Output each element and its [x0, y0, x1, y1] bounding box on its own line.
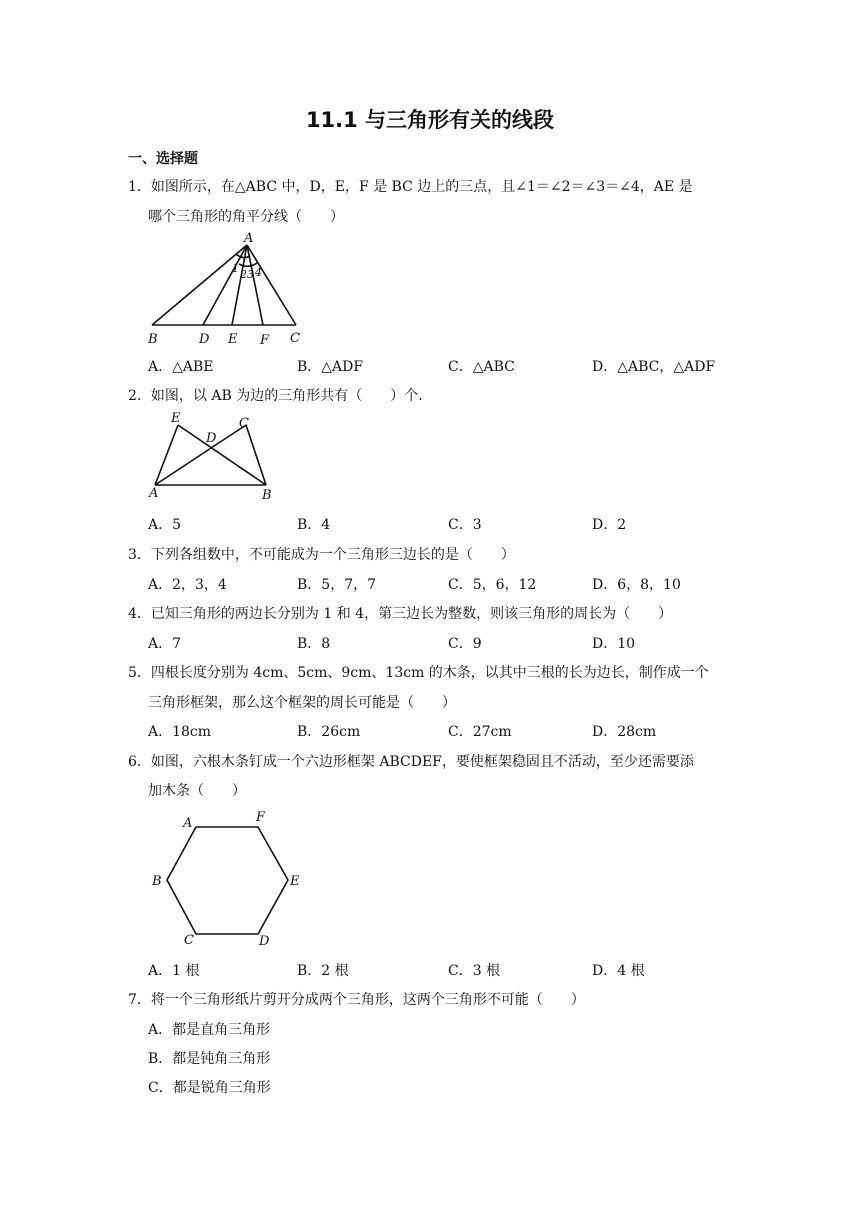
question-6-stem-cont: 加木条（ ）: [148, 783, 246, 799]
q1-option-d[interactable]: D．△ABC，△ADF: [592, 359, 716, 375]
q6-option-b[interactable]: B．2 根: [297, 963, 349, 979]
fig1-label-b: B: [148, 332, 158, 347]
fig1-angle-4: 4: [255, 266, 262, 279]
question-2-stem: 2．如图，以 AB 为边的三角形共有（ ）个.: [128, 388, 423, 404]
question-3-stem: 3．下列各组数中，不可能成为一个三角形三边长的是（ ）: [128, 547, 515, 563]
fig6-label-d: D: [259, 934, 270, 949]
q2-option-d[interactable]: D．2: [592, 517, 627, 533]
q1-option-b[interactable]: B．△ADF: [297, 359, 364, 375]
fig6-label-e: E: [290, 874, 300, 889]
q4-option-a[interactable]: A．7: [148, 636, 182, 652]
page-title: 11.1 与三角形有关的线段: [305, 108, 555, 132]
q5-option-a[interactable]: A．18cm: [148, 724, 212, 740]
fig1-angle-3: 3: [247, 268, 254, 281]
q7-option-a[interactable]: A．都是直角三角形: [148, 1022, 271, 1038]
q2-option-a[interactable]: A．5: [148, 517, 182, 533]
q5-option-c[interactable]: C．27cm: [448, 724, 512, 740]
question-5-stem-cont: 三角形框架，那么这个框架的周长可能是（ ）: [148, 695, 456, 711]
fig1-label-a: A: [244, 231, 254, 246]
fig1-angle-1: 1: [232, 262, 239, 275]
q2-option-c[interactable]: C．3: [448, 517, 482, 533]
q2-option-b[interactable]: B．4: [297, 517, 331, 533]
question-7-stem: 7．将一个三角形纸片剪开分成两个三角形，这两个三角形不可能（ ）: [128, 992, 585, 1008]
fig6-label-c: C: [184, 933, 194, 948]
fig6-label-f: F: [256, 810, 266, 825]
q7-option-b[interactable]: B．都是钝角三角形: [148, 1051, 271, 1067]
section-heading: 一、选择题: [128, 151, 198, 167]
q4-option-d[interactable]: D．10: [592, 636, 636, 652]
q3-option-b[interactable]: B．5，7，7: [297, 577, 377, 593]
fig2-label-c: C: [239, 416, 249, 431]
figure-q1-triangle: [140, 228, 320, 350]
question-1-stem-cont: 哪个三角形的角平分线（ ）: [148, 209, 344, 225]
fig1-angle-2: 2: [240, 268, 247, 281]
fig2-label-d: D: [206, 431, 217, 446]
q5-option-b[interactable]: B．26cm: [297, 724, 361, 740]
q3-option-d[interactable]: D．6，8，10: [592, 577, 681, 593]
q6-option-d[interactable]: D．4 根: [592, 963, 645, 979]
fig2-label-a: A: [149, 486, 159, 501]
question-5-stem: 5．四根长度分别为 4cm、5cm、9cm、13cm 的木条，以其中三根的长为边长，制作成一个: [128, 665, 709, 681]
fig1-label-d: D: [199, 332, 210, 347]
fig6-label-b: B: [152, 874, 162, 889]
question-4-stem: 4．已知三角形的两边长分别为 1 和 4，第三边长为整数，则该三角形的周长为（ ）: [128, 606, 673, 622]
q5-option-d[interactable]: D．28cm: [592, 724, 657, 740]
fig2-label-e: E: [171, 411, 181, 426]
q7-option-c[interactable]: C．都是锐角三角形: [148, 1080, 271, 1096]
q4-option-b[interactable]: B．8: [297, 636, 331, 652]
q3-option-a[interactable]: A．2，3，4: [148, 577, 227, 593]
figure-q2-triangles: [140, 405, 290, 505]
fig2-label-b: B: [262, 488, 272, 503]
q3-option-c[interactable]: C．5，6，12: [448, 577, 537, 593]
question-1-stem: 1．如图所示，在△ABC 中，D，E，F 是 BC 边上的三点，且∠1＝∠2＝∠3＝∠4，AE 是: [128, 179, 693, 195]
q6-option-c[interactable]: C．3 根: [448, 963, 501, 979]
figure-q6-hexagon: [140, 806, 320, 951]
q4-option-c[interactable]: C．9: [448, 636, 482, 652]
q1-option-a[interactable]: A．△ABE: [148, 359, 214, 375]
question-6-stem: 6．如图，六根木条钉成一个六边形框架 ABCDEF，要使框架稳固且不活动，至少还需要添: [128, 754, 694, 770]
q1-option-c[interactable]: C．△ABC: [448, 359, 515, 375]
fig1-label-c: C: [290, 331, 300, 346]
fig1-label-f: F: [260, 333, 270, 348]
fig6-label-a: A: [183, 816, 193, 831]
fig1-label-e: E: [228, 332, 238, 347]
q6-option-a[interactable]: A．1 根: [148, 963, 200, 979]
